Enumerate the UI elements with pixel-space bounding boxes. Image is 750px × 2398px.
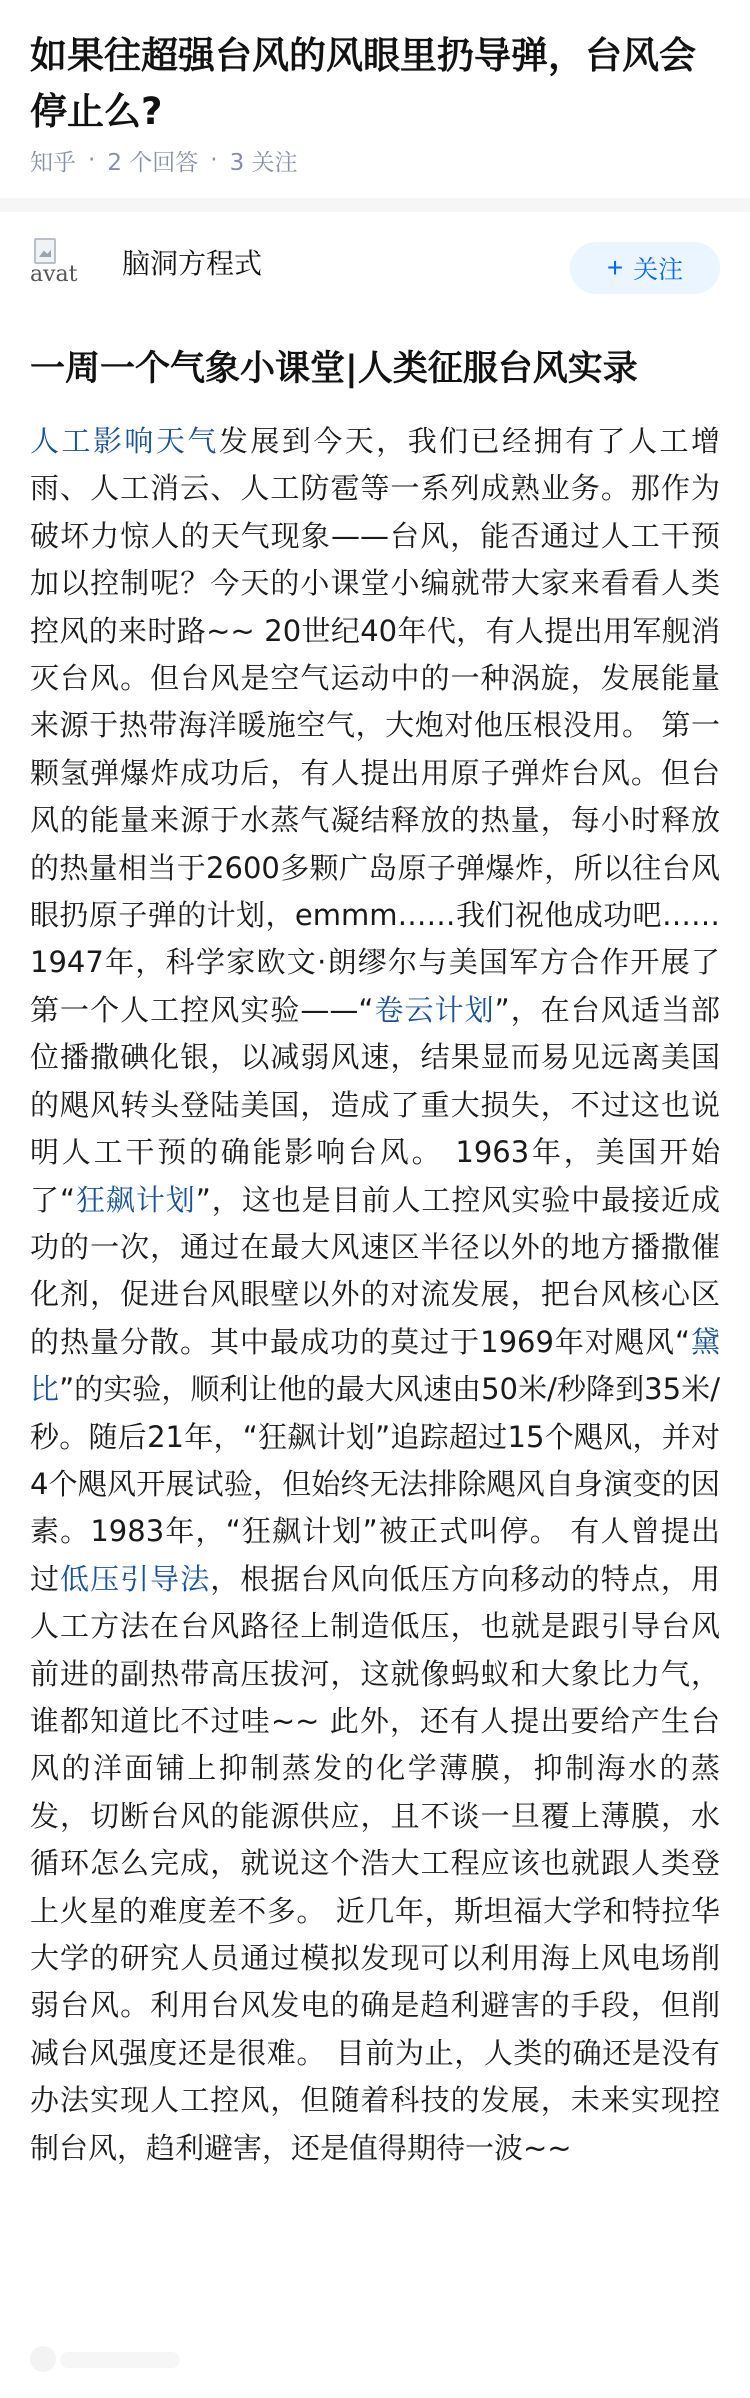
answer-count[interactable]: 2 个回答 [107, 149, 199, 176]
follow-button-label: 关注 [633, 256, 684, 284]
answer-body [30, 418, 720, 2172]
inline-link[interactable]: 卷云计划 [373, 992, 495, 1027]
answer-title: 一周一个气象小课堂|人类征服台风实录 [30, 349, 638, 389]
inline-link[interactable]: 低压引导法 [60, 1561, 211, 1596]
avatar[interactable] [30, 232, 92, 294]
inline-link[interactable]: 人工影响天气 [30, 424, 219, 458]
body-text: ，根据台风向低压方向移动的特点，用人工方法在台风路径上制造低压，也就是跟引导台风前进的副热带高压拔河，这就像蚂蚁和大象比力气，谁都知道比不过哇~~ 此外，还有人提出要给产生台风的洋面铺上抑制蒸发的化学薄膜，抑制海水的蒸发，切断台风的能源供应，且不谈一旦覆上薄膜，水循环怎么完成，就说这个浩大工程应该也就跟人类登上火星的难度差不多。 近几年，斯坦福大学和特拉华大学的研究人员通过模拟发现可以利用海上风电场削弱台风。利用台风发电的确是趋利避害的手段，但削减台风强度还是很难。 目前为止，人类的确还是没有办法实现人工控风，但随着科技的发展，未来实现控制台风，趋利避害，还是值得期待一波~~ [30, 1561, 720, 2165]
author-row [30, 230, 720, 300]
loading-placeholder-circle [30, 2346, 56, 2372]
meta-separator: · [210, 147, 218, 173]
meta-separator: · [88, 147, 96, 173]
follow-button[interactable] [570, 242, 720, 294]
body-text: ”，这也是目前人工控风实验中最接近成功的一次，通过在最大风速区半径以外的地方播撒催化剂，促进台风眼壁以外的对流发展，把台风核心区的热量分散。其中最成功的莫过于1969年对飓风“ [30, 1182, 720, 1359]
avatar-alt-text: avat [30, 262, 78, 287]
plus-icon: + [606, 252, 624, 283]
question-title[interactable]: 如果往超强台风的风眼里扔导弹，台风会停止么? [30, 34, 696, 133]
inline-link[interactable]: 狂飙计划 [74, 1182, 196, 1217]
question-meta [30, 140, 298, 180]
author-name[interactable]: 脑洞方程式 [122, 247, 263, 280]
body-text: 发展到今天，我们已经拥有了人工增雨、人工消云、人工防雹等一系列成熟业务。那作为破坏力惊人的天气现象——台风，能否通过人工干预加以控制呢？今天的小课堂小编就带大家来看看人类控风的来时路~~ 20世纪40年代，有人提出用军舰消灭台风。但台风是空气运动中的一种涡旋，发展能量来源于热带海洋暖施空气，大炮对他压根没用。 第一颗氢弹爆炸成功后，有人提出用原子弹炸台风。但台风的能量来源于水蒸气凝结释放的热量，每小时释放的热量相当于2600多颗广岛原子弹爆炸，所以往台风眼扔原子弹的计划，emmm……我们祝他成功吧…… 1947年，科学家欧文·朗缪尔与美国军方合作开展了第一个人工控风实验——“ [30, 424, 720, 1027]
loading-placeholder-bar [60, 2352, 180, 2368]
source-label[interactable]: 知乎 [30, 149, 76, 176]
body-text: ”，在台风适当部位播撒碘化银，以减弱风速，结果显而易见远离美国的飓风转头登陆美国，造成了重大损失，不过这也说明人工干预的确能影响台风。 1963年，美国开始了“ [30, 992, 720, 1217]
inline-link[interactable]: 黛比 [30, 1324, 720, 1407]
broken-image-icon [34, 238, 56, 264]
follow-count[interactable]: 3 关注 [229, 149, 298, 176]
section-divider [0, 198, 750, 212]
body-text: ”的实验，顺利让他的最大风速由50米/秒降到35米/秒。随后21年，“狂飙计划”追踪超过15个飓风，并对4个飓风开展试验，但始终无法排除飓风自身演变的因素。1983年，“狂飙计划”被正式叫停。 有人曾提出过 [30, 1372, 720, 1596]
